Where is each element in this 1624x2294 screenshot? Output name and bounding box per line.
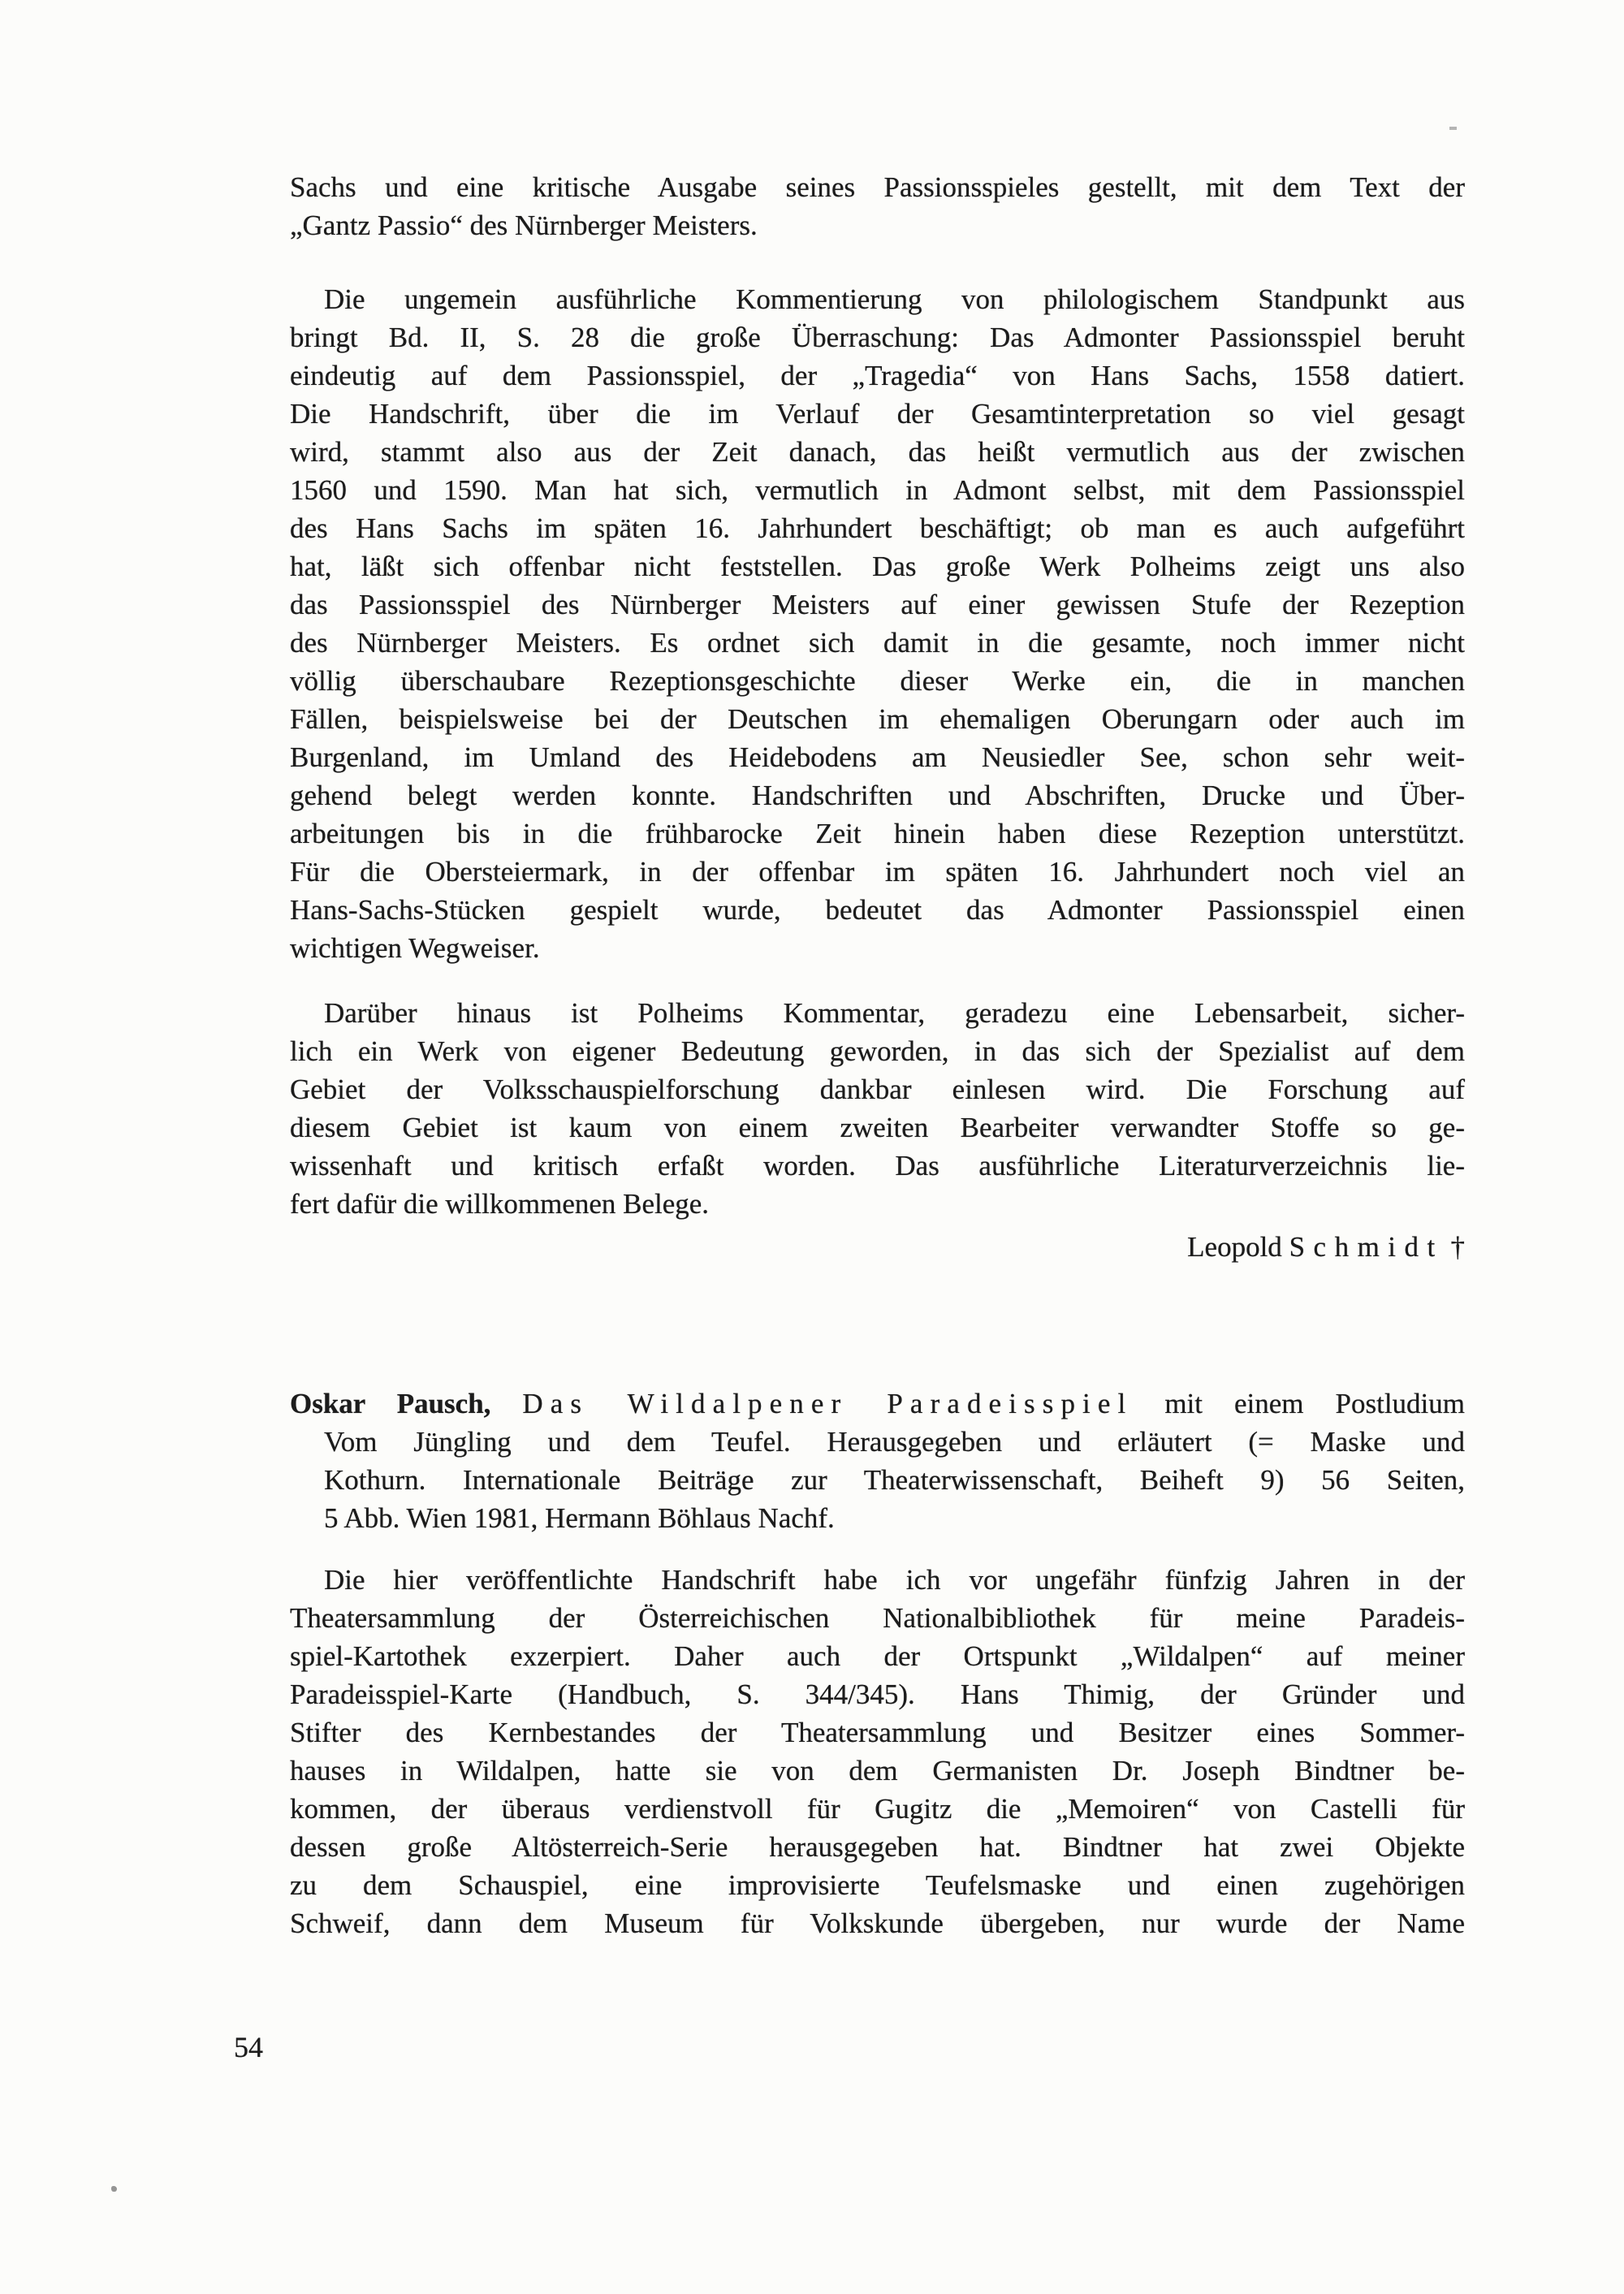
paragraph-conclusion (290, 994, 1465, 1223)
text-line: spiel-Kartothek exzerpiert. Daher auch der Ortspunkt „Wildalpen“ auf meiner (290, 1640, 1465, 1672)
text-line: Sachs und eine kritische Ausgabe seines Passionsspieles gestellt, mit dem Text der (290, 171, 1465, 203)
text-line: 1560 und 1590. Man hat sich, vermutlich in Admont selbst, mit dem Passionsspiel (290, 474, 1465, 506)
text-line: arbeitungen bis in die frühbarocke Zeit hinein haben diese Rezeption unterstützt. (290, 818, 1465, 849)
text-line: Gebiet der Volksschauspielforschung dankbar einlesen wird. Die Forschung auf (290, 1074, 1465, 1105)
text-line: dessen große Altösterreich-Serie herausgegeben hat. Bindtner hat zwei Objekte (290, 1831, 1465, 1863)
text-line: fert dafür die willkommenen Belege. (290, 1188, 710, 1220)
text-line: Paradeisspiel-Karte (Handbuch, S. 344/345). Hans Thimig, der Gründer und (290, 1678, 1465, 1710)
text-line: Die hier veröffentlichte Handschrift habe ich vor ungefähr fünfzig Jahren in der (324, 1564, 1465, 1596)
text-line: „Gantz Passio“ des Nürnberger Meisters. (290, 210, 758, 241)
text-line: Stifter des Kernbestandes der Theatersammlung und Besitzer eines Sommer- (290, 1717, 1465, 1748)
signature-line (290, 1228, 1465, 1266)
text-line: wissenhaft und kritisch erfaßt worden. Das ausführliche Literaturverzeichnis lie- (290, 1150, 1465, 1182)
citation-title: Das Wildalpener Paradeisspiel (522, 1388, 1134, 1419)
text-line: hauses in Wildalpen, hatte sie von dem Germanisten Dr. Joseph Bindtner be- (290, 1755, 1465, 1786)
citation-author: Oskar Pausch, (290, 1388, 523, 1419)
reviewer-first-name: Leopold (1187, 1231, 1289, 1263)
text-line: Darüber hinaus ist Polheims Kommentar, geradezu eine Lebensarbeit, sicher- (324, 997, 1465, 1029)
text-line: wird, stammt also aus der Zeit danach, das heißt vermutlich aus der zwischen (290, 436, 1465, 468)
text-line: Für die Obersteiermark, in der offenbar im späten 16. Jahrhundert noch viel an (290, 856, 1465, 888)
text-line: eindeutig auf dem Passionsspiel, der „Tragedia“ von Hans Sachs, 1558 datiert. (290, 360, 1465, 391)
text-line: bringt Bd. II, S. 28 die große Überraschung: Das Admonter Passionsspiel beruht (290, 322, 1465, 353)
citation-title-rest: mit einem Postludium (1133, 1388, 1465, 1419)
text-line: des Nürnberger Meisters. Es ordnet sich damit in die gesamte, noch immer nicht (290, 627, 1465, 659)
text-line: hat, läßt sich offenbar nicht feststellen. Das große Werk Polheims zeigt uns also (290, 551, 1465, 582)
text-line: völlig überschaubare Rezeptionsgeschichte dieser Werke ein, die in manchen (290, 665, 1465, 697)
scan-speck (1449, 127, 1457, 130)
text-line: gehend belegt werden konnte. Handschriften und Abschriften, Drucke und Über- (290, 780, 1465, 811)
paragraph-pausch-body (290, 1561, 1465, 1942)
page-number: 54 (234, 2031, 263, 2063)
text-line: Vom Jüngling und dem Teufel. Herausgegeben und erläutert (= Maske und (324, 1426, 1465, 1458)
text-line: Die ungemein ausführliche Kommentierung von philologischem Standpunkt aus (324, 283, 1465, 315)
text-line: Burgenland, im Umland des Heidebodens am Neusiedler See, schon sehr weit- (290, 741, 1465, 773)
text-line: lich ein Werk von eigener Bedeutung geworden, in das sich der Spezialist auf dem (290, 1035, 1465, 1067)
paragraph-commentary (290, 280, 1465, 967)
text-line: Theatersammlung der Österreichischen Nationalbibliothek für meine Paradeis- (290, 1602, 1465, 1634)
text-line: Kothurn. Internationale Beiträge zur Theaterwissenschaft, Beiheft 9) 56 Seiten, (324, 1464, 1465, 1496)
text-line: das Passionsspiel des Nürnberger Meisters auf einer gewissen Stufe der Rezeption (290, 589, 1465, 620)
text-line: wichtigen Wegweiser. (290, 932, 540, 964)
book-citation (290, 1385, 1465, 1537)
citation-first-line (290, 1385, 1465, 1423)
text-line: des Hans Sachs im späten 16. Jahrhundert beschäftigt; ob man es auch aufgeführt (290, 512, 1465, 544)
text-line: 5 Abb. Wien 1981, Hermann Böhlaus Nachf. (324, 1502, 835, 1534)
paragraph-continuation (290, 168, 1465, 244)
text-line: kommen, der überaus verdienstvoll für Gugitz die „Memoiren“ von Castelli für (290, 1793, 1465, 1825)
scan-speck (111, 2186, 117, 2192)
text-line: Schweif, dann dem Museum für Volkskunde übergeben, nur wurde der Name (290, 1907, 1465, 1939)
text-line: Fällen, beispielsweise bei der Deutschen im ehemaligen Oberungarn oder auch im (290, 703, 1465, 735)
text-line: Hans-Sachs-Stücken gespielt wurde, bedeutet das Admonter Passionsspiel einen (290, 894, 1465, 926)
reviewer-last-name: Schmidt (1289, 1231, 1444, 1263)
dagger-symbol: † (1443, 1231, 1465, 1263)
text-line: zu dem Schauspiel, eine improvisierte Teufelsmaske und einen zugehörigen (290, 1869, 1465, 1901)
reviewer-name (290, 1228, 1465, 1266)
text-line: diesem Gebiet ist kaum von einem zweiten Bearbeiter verwandter Stoffe so ge- (290, 1112, 1465, 1143)
text-line: Die Handschrift, über die im Verlauf der Gesamtinterpretation so viel gesagt (290, 398, 1465, 430)
